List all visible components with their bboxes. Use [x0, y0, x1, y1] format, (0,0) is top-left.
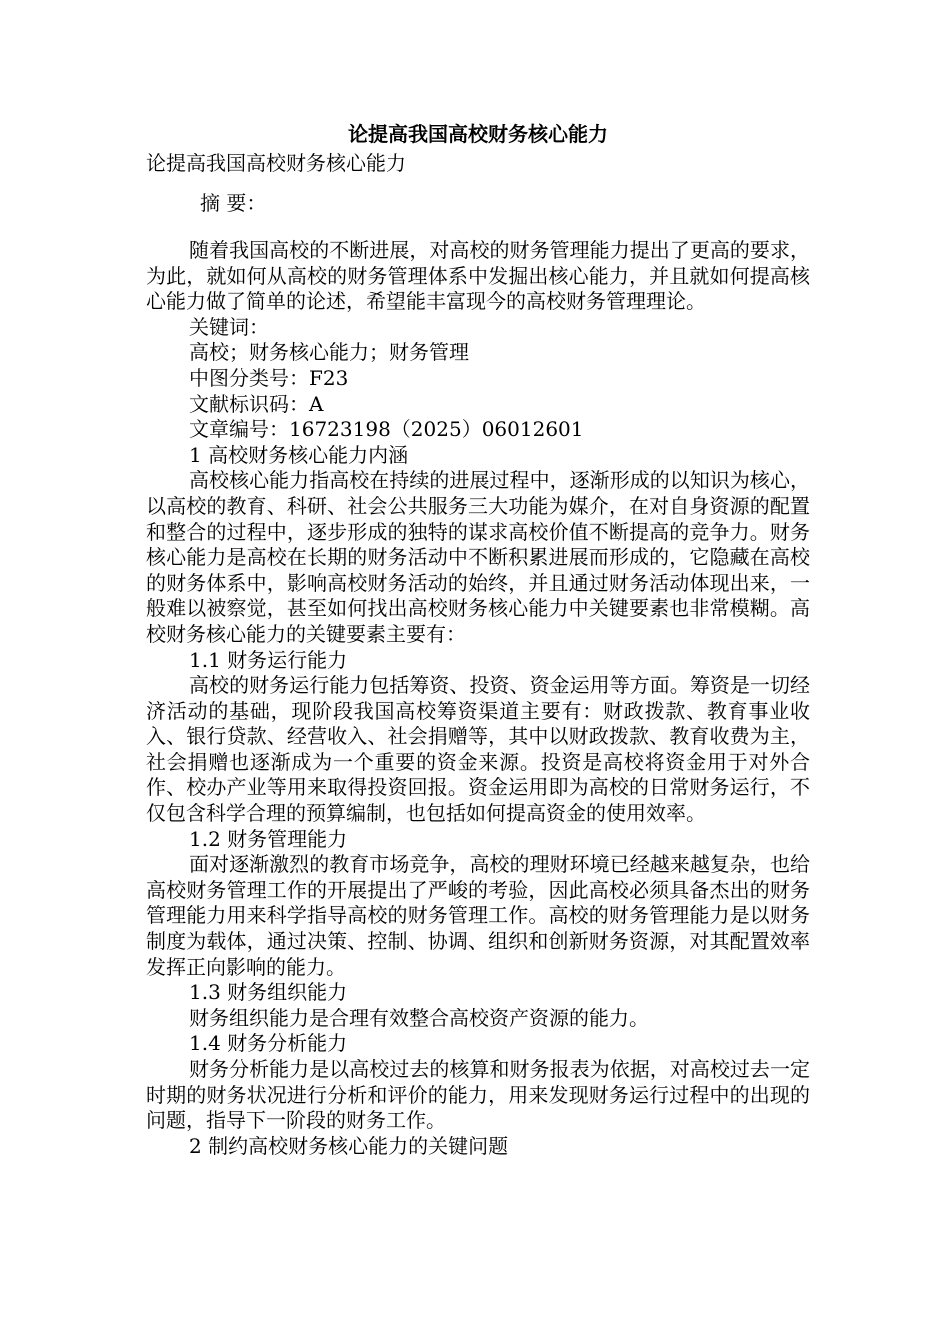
- article-number: 文章编号：16723198（2025）06012601: [189, 417, 584, 442]
- document-subtitle: 论提高我国高校财务核心能力: [146, 151, 406, 175]
- document-title: 论提高我国高校财务核心能力: [348, 122, 608, 146]
- section-1-2-text: 面对逐渐激烈的教育市场竞争，高校的理财环境已经越来越复杂，也给高校财务管理工作的开展提出了严峻的考验，因此高校必须具备杰出的财务管理能力用来科学指导高校的财务管理工作。高校的财务管理能力是以财务制度为载体，通过决策、控制、协调、组织和创新财务资源，对其配置效率发挥正向影响的能力。: [146, 852, 810, 979]
- section-1-3-text: 财务组织能力是合理有效整合高校资产资源的能力。: [189, 1005, 649, 1030]
- section-1-1-heading: 1.1 财务运行能力: [189, 647, 348, 672]
- keywords-text: 高校；财务核心能力；财务管理: [189, 340, 469, 365]
- keywords-label: 关键词：: [189, 314, 269, 339]
- document-page: [146, 120, 810, 1159]
- section-1-2-heading: 1.2 财务管理能力: [189, 826, 348, 851]
- section-1-heading: 1 高校财务核心能力内涵: [189, 442, 409, 467]
- section-1-text: 高校核心能力指高校在持续的进展过程中，逐渐形成的以知识为核心，以高校的教育、科研、社会公共服务三大功能为媒介，在对自身资源的配置和整合的过程中，逐步形成的独特的谋求高校价值不断提高的竞争力。财务核心能力是高校在长期的财务活动中不断积累进展而形成的，它隐藏在高校的财务体系中，影响高校财务活动的始终，并且通过财务活动体现出来，一般难以被察觉，甚至如何找出高校财务核心能力中关键要素也非常模糊。高校财务核心能力的关键要素主要有：: [146, 468, 810, 646]
- abstract-text: 随着我国高校的不断进展，对高校的财务管理能力提出了更高的要求，为此，就如何从高校的财务管理体系中发掘出核心能力，并且就如何提高核心能力做了简单的论述，希望能丰富现今的高校财务管理理论。: [146, 238, 810, 314]
- abstract-label: 摘 要：: [200, 191, 267, 215]
- section-1-4-text: 财务分析能力是以高校过去的核算和财务报表为依据，对高校过去一定时期的财务状况进行分析和评价的能力，用来发现财务运行过程中的出现的问题，指导下一阶段的财务工作。: [146, 1057, 810, 1133]
- section-1-3-heading: 1.3 财务组织能力: [189, 980, 348, 1005]
- section-2-heading: 2 制约高校财务核心能力的关键问题: [189, 1133, 509, 1158]
- section-1-4-heading: 1.4 财务分析能力: [189, 1031, 348, 1056]
- document-code: 文献标识码：A: [189, 391, 324, 416]
- section-1-1-text: 高校的财务运行能力包括筹资、投资、资金运用等方面。筹资是一切经济活动的基础，现阶段我国高校筹资渠道主要有：财政拨款、教育事业收入、银行贷款、经营收入、社会捐赠等，其中以财政拨款、教育收费为主，社会捐赠也逐渐成为一个重要的资金来源。投资是高校将资金用于对外合作、校办产业等用来取得投资回报。资金运用即为高校的日常财务运行，不仅包含科学合理的预算编制，也包括如何提高资金的使用效率。: [146, 673, 810, 826]
- clc-number: 中图分类号：F23: [189, 365, 349, 390]
